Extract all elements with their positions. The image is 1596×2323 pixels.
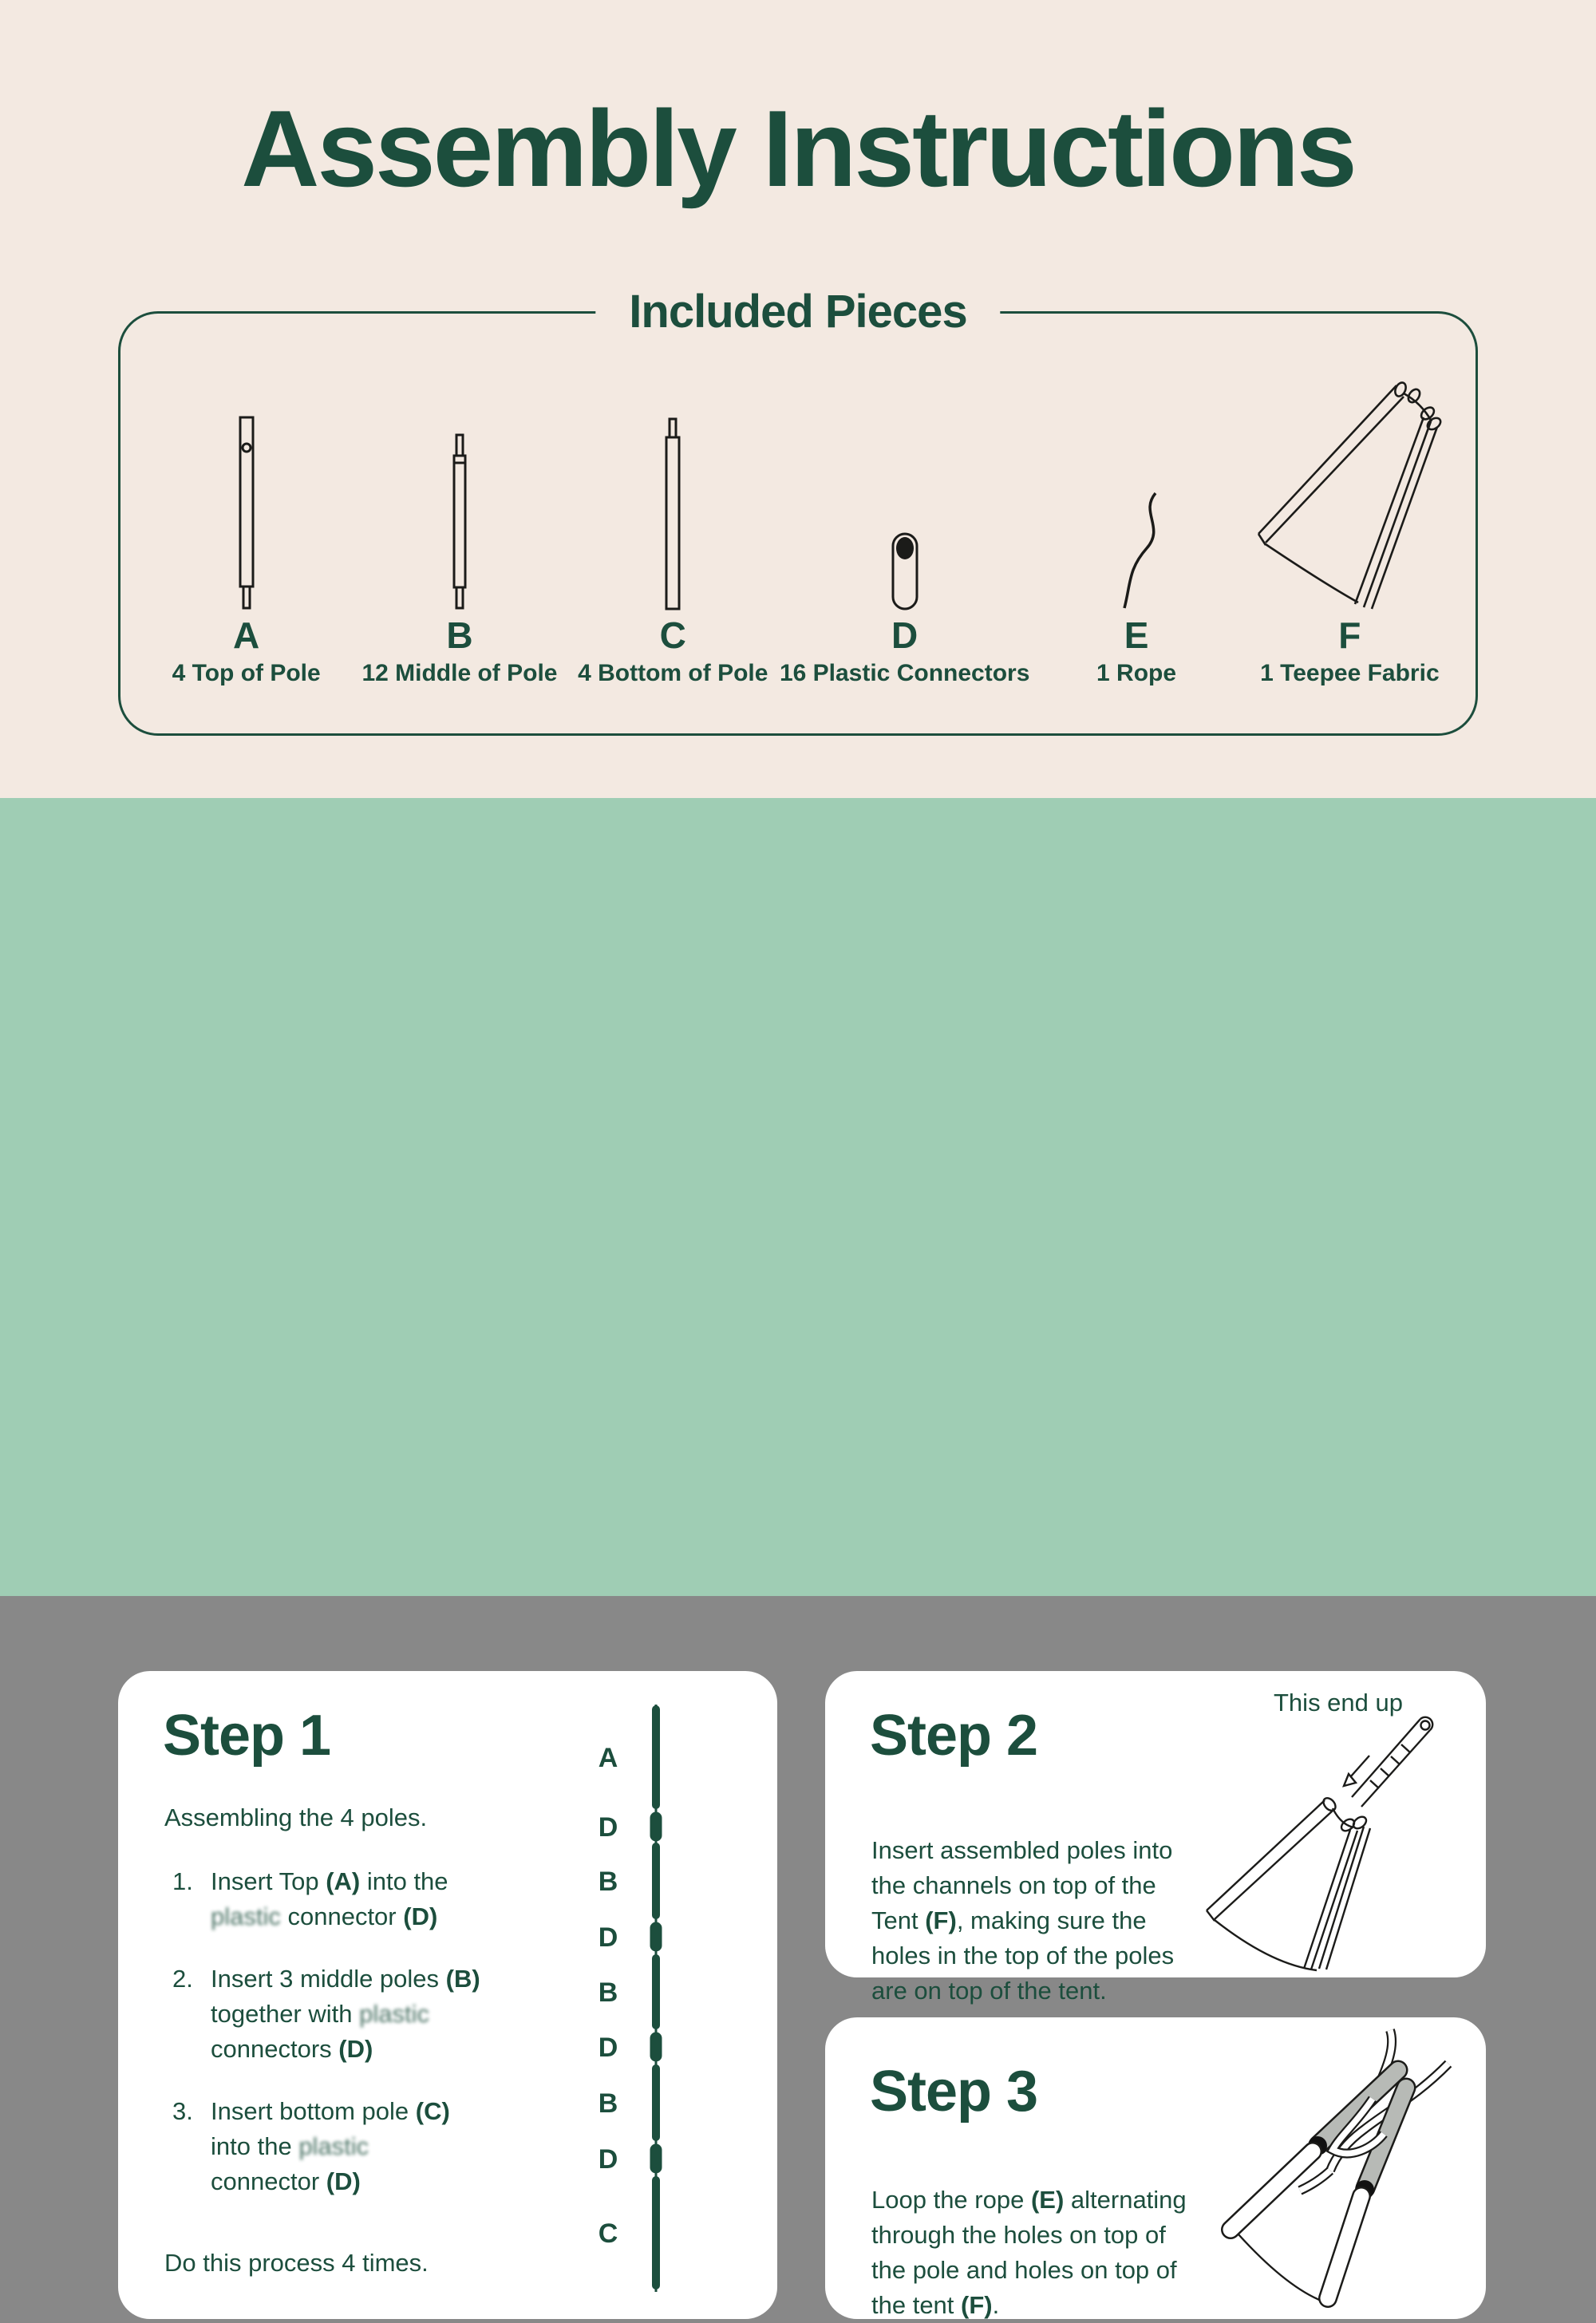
pole-bottom-icon [654,417,691,610]
piece-label: 4 Bottom of Pole [578,660,768,686]
step2-heading: Step 2 [870,1704,1038,1768]
diagram-label: D [598,1922,618,1953]
blurred-word: plastic [211,1902,288,1930]
item-text: Insert 3 middle poles (B) together with plastic connectors (D) [211,1965,480,2063]
piece-c [567,314,780,733]
step2-card [825,1671,1486,2005]
piece-letter: F [1338,614,1361,656]
diagram-label: B [598,1867,618,1897]
diagram-label: D [598,2033,618,2063]
step1-item-2 [172,1962,619,2067]
teepee-fabric-icon [1244,377,1456,610]
pole-assembly-diagram [586,1703,681,2293]
piece-f [1243,314,1456,733]
step3-heading: Step 3 [870,2060,1038,2123]
piece-a [140,314,353,733]
top-section [0,0,1596,798]
diagram-label: B [598,1977,618,2008]
diagram-label: B [598,2088,618,2119]
piece-letter: D [891,614,918,656]
piece-letter: B [446,614,473,656]
item-text: Insert Top (A) into the plastic connector (D) [211,1867,448,1930]
pole-top-icon [228,416,265,610]
diagram-label: A [598,1743,618,1773]
bottom-section [0,798,1596,2319]
piece-letter: C [659,614,686,656]
this-end-up-label: This end up [1274,1689,1403,1717]
step1-list [172,1864,619,2226]
step2-illustration [1195,1698,1435,1973]
step1-card [118,1671,777,2319]
piece-b [353,314,566,733]
piece-label: 16 Plastic Connectors [779,660,1030,686]
item-text: Insert bottom pole (C) into the plastic connector (D) [211,2097,450,2195]
piece-label: 12 Middle of Pole [361,660,558,686]
step1-intro: Assembling the 4 poles. [164,1803,428,1831]
diagram-label: D [598,1812,618,1843]
plastic-connector-icon [885,532,925,610]
item-number: 2. [172,1965,193,1993]
page-title: Assembly Instructions [241,88,1355,209]
piece-d [780,314,1029,733]
piece-e [1029,314,1242,733]
step2-body: Insert assembled poles into the channels on top of the Tent (F), making sure the holes in the top of the poles are on top of the tent. [871,1836,1175,2005]
step1-outro: Do this process 4 times. [164,2249,429,2277]
diagram-labels [598,1743,618,2249]
rope-icon [1088,491,1184,610]
piece-label: 1 Rope [1096,660,1177,686]
step1-heading: Step 1 [163,1704,331,1768]
item-number: 3. [172,2097,193,2125]
included-pieces-row [140,314,1456,733]
piece-letter: A [233,614,260,656]
step1-item-3 [172,2094,619,2199]
step3-illustration [1216,2029,1456,2306]
blurred-word: plastic [359,2000,429,2028]
step3-body: Loop the rope (E) alternating through the holes on top of the pole and holes on top of the tent (F). [871,2186,1187,2319]
blurred-word: plastic [298,2132,369,2160]
item-number: 1. [172,1867,193,1895]
diagram-label: C [598,2218,618,2249]
piece-label: 4 Top of Pole [172,660,321,686]
piece-label: 1 Teepee Fabric [1260,660,1440,686]
diagram-label: D [598,2144,618,2175]
step1-item-1 [172,1864,619,1934]
pole-middle-icon [441,433,478,610]
step3-card [825,2017,1486,2319]
piece-letter: E [1124,614,1149,656]
included-pieces-box [118,286,1478,736]
included-pieces-heading: Included Pieces [595,284,1000,340]
